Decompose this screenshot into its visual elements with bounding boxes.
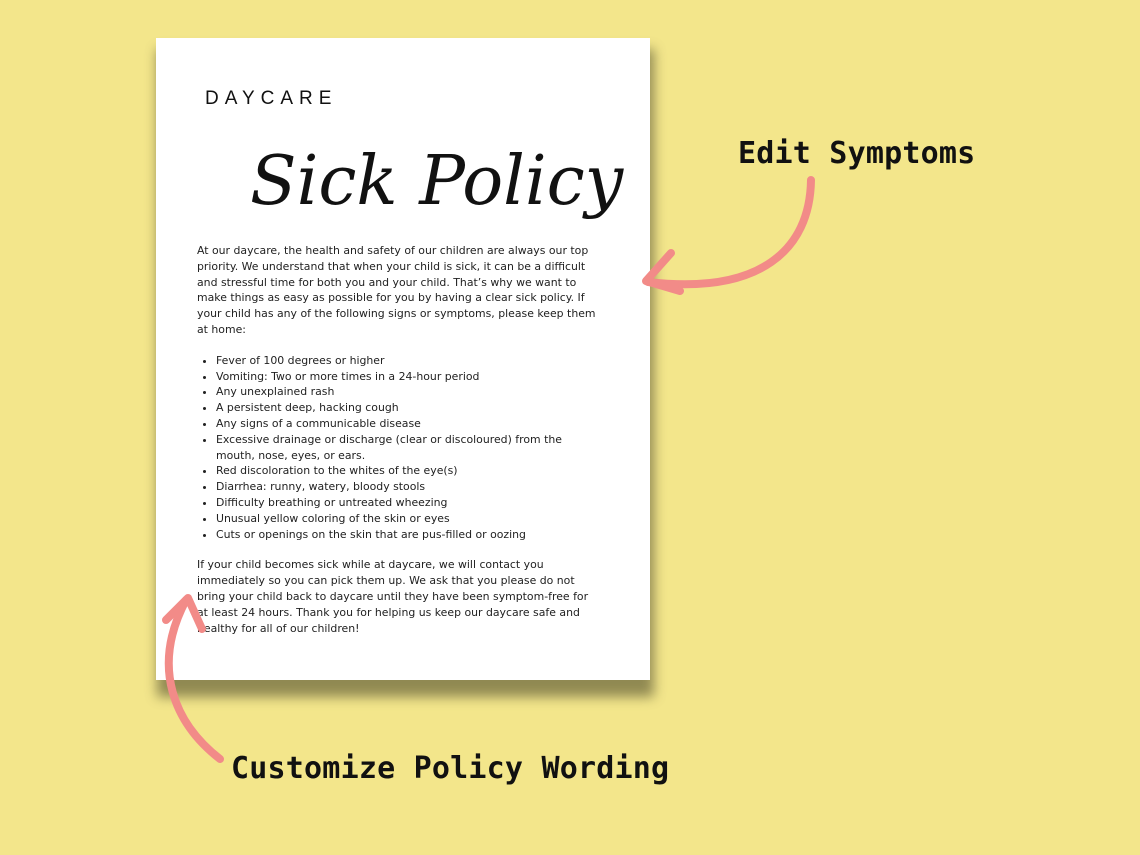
symptom-item: • Any unexplained rash xyxy=(216,384,597,400)
symptom-item: • Red discoloration to the whites of the eye(s) xyxy=(216,463,597,479)
symptom-item: • Cuts or openings on the skin that are pus-filled or oozing xyxy=(216,527,597,543)
symptom-item: • Any signs of a communicable disease xyxy=(216,416,597,432)
curved-arrow-left-icon xyxy=(646,180,811,291)
curved-arrow-up-icon xyxy=(166,598,220,759)
edit-symptoms-label: Edit Symptoms xyxy=(738,136,976,171)
customize-policy-wording-label: Customize Policy Wording xyxy=(231,751,670,786)
symptom-item: • Difficulty breathing or untreated wheezing xyxy=(216,495,597,511)
symptom-item: • Diarrhea: runny, watery, bloody stools xyxy=(216,479,597,495)
closing-paragraph: If your child becomes sick while at daycare, we will contact you immediately so you can pick them up. We ask that you please do not bring your child back to daycare until they have been symptom-free for at least 24 hours. Thank you for helping us keep our daycare safe and healthy for all of our children! xyxy=(197,558,589,635)
document-eyebrow: DAYCARE xyxy=(205,88,338,109)
symptom-item: • Unusual yellow coloring of the skin or eyes xyxy=(216,511,597,527)
title-text: Sick Policy xyxy=(250,142,624,221)
intro-paragraph: At our daycare, the health and safety of our children are always our top priority. We understand that when your child is sick, it can be a difficult and stressful time for both you and your child. That’s why we want to make things as easy as possible for you by having a clear sick policy. If your child has any of the following signs or symptoms, please keep them at home: xyxy=(197,244,596,336)
symptom-item: • Excessive drainage or discharge (clear or discoloured) from the mouth, nose, eyes, or ears. xyxy=(216,432,597,464)
symptom-item: • Fever of 100 degrees or higher xyxy=(216,353,597,369)
symptom-item: • Vomiting: Two or more times in a 24-hour period xyxy=(216,369,597,385)
symptom-item: • A persistent deep, hacking cough xyxy=(216,400,597,416)
